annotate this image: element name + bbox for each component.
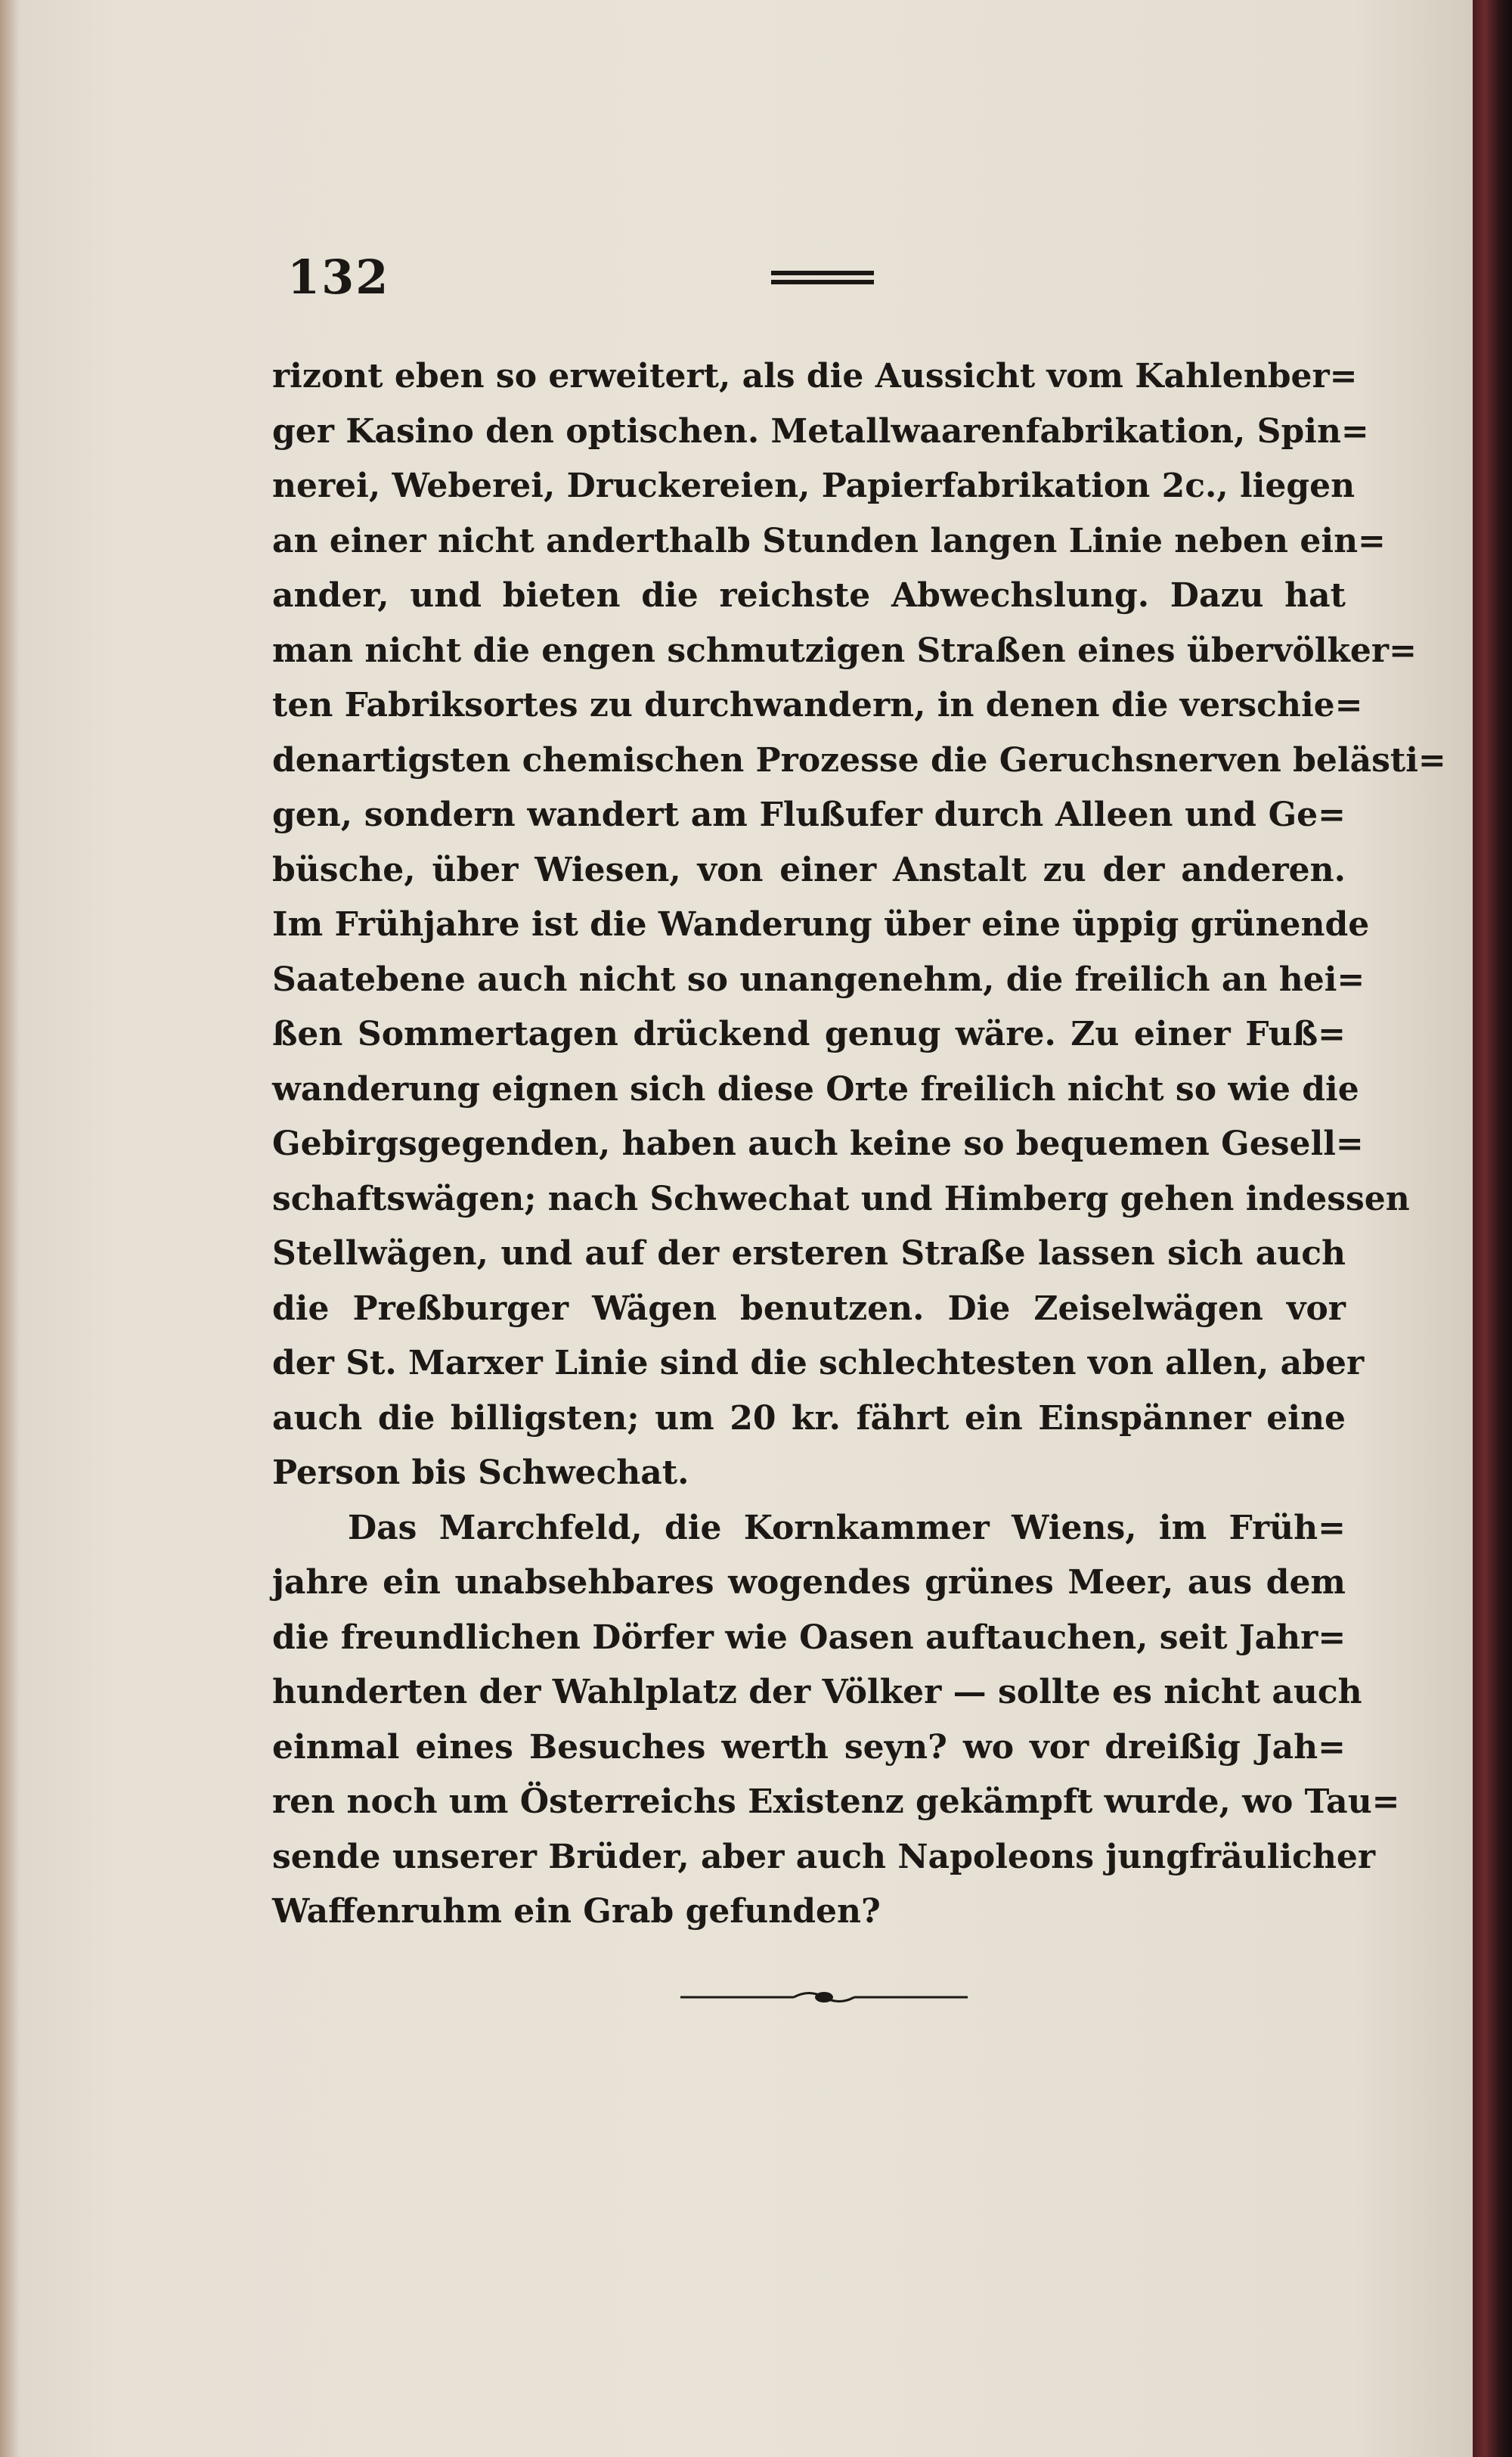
text-line: man nicht die engen schmutzigen Straßen eines übervölker= [272,631,1417,670]
text-line: sende unserer Brüder, aber auch Napoleons jungfräulicher [272,1837,1376,1876]
text-line: schaftswägen; nach Schwechat und Himberg gehen indessen [272,1179,1410,1218]
text-line: die freundlichen Dörfer wie Oasen auftauchen, seit Jahr= [272,1618,1346,1657]
text-line: jahre ein unabsehbares wogendes grünes Meer, aus dem [272,1563,1346,1602]
text-line: denartigsten chemischen Prozesse die Geruchsnerven belästi= [272,740,1446,780]
text-line: rizont eben so erweitert, als die Aussicht vom Kahlenber= [272,357,1358,396]
text-line: einmal eines Besuches werth seyn? wo vor dreißig Jah= [272,1727,1346,1767]
text-line: büsche, über Wiesen, von einer Anstalt zu der anderen. [272,850,1346,889]
text-line: die Preßburger Wägen benutzen. Die Zeiselwägen vor [272,1289,1346,1328]
header-double-rule [771,271,874,286]
page-header [287,250,1346,310]
text-line: nerei, Weberei, Druckereien, Papierfabrikation 2c., liegen [272,467,1356,505]
page-number: 132 [287,250,390,305]
text-line: der St. Marxer Linie sind die schlechtesten von allen, aber [272,1344,1365,1382]
text-line: wanderung eignen sich diese Orte freilich nicht so wie die [272,1069,1359,1109]
text-line: ger Kasino den optischen. Metallwaarenfabrikation, Spin= [272,411,1369,451]
text-line: ßen Sommertagen drückend genug wäre. Zu einer Fuß= [272,1015,1346,1053]
text-line: Person bis Schwechat. [272,1453,689,1492]
book-cover-edge [1473,0,1512,2457]
spine-shadow [0,0,20,2457]
text-line: ren noch um Österreichs Existenz gekämpft wurde, wo Tau= [272,1782,1400,1821]
text-line: Waffenruhm ein Grab gefunden? [272,1892,881,1931]
paragraph-1 [272,349,1446,1501]
text-line: Im Frühjahre ist die Wanderung über eine üppig grünende [272,905,1370,944]
text-line: Das Marchfeld, die Kornkammer Wiens, im Früh= [348,1508,1346,1547]
closing-ornament-icon [680,1986,968,2009]
text-line: Gebirgsgegenden, haben auch keine so bequemen Gesell= [272,1125,1364,1163]
text-line: an einer nicht anderthalb Stunden langen Linie neben ein= [272,521,1386,560]
paragraph-2 [272,1501,1400,1940]
text-line: ten Fabriksortes zu durchwandern, in denen die verschie= [272,686,1363,724]
text-line: gen, sondern wandert am Flußufer durch Alleen und Ge= [272,796,1346,834]
text-line: ander, und bieten die reichste Abwechslung. Dazu hat [272,576,1346,615]
text-line: hunderten der Wahlplatz der Völker — sollte es nicht auch [272,1673,1362,1711]
text-line: auch die billigsten; um 20 kr. fährt ein Einspänner eine [272,1398,1346,1438]
text-line: Saatebene auch nicht so unangenehm, die freilich an hei= [272,960,1365,999]
text-line: Stellwägen, und auf der ersteren Straße lassen sich auch [272,1234,1346,1273]
body-text [272,349,1446,1940]
